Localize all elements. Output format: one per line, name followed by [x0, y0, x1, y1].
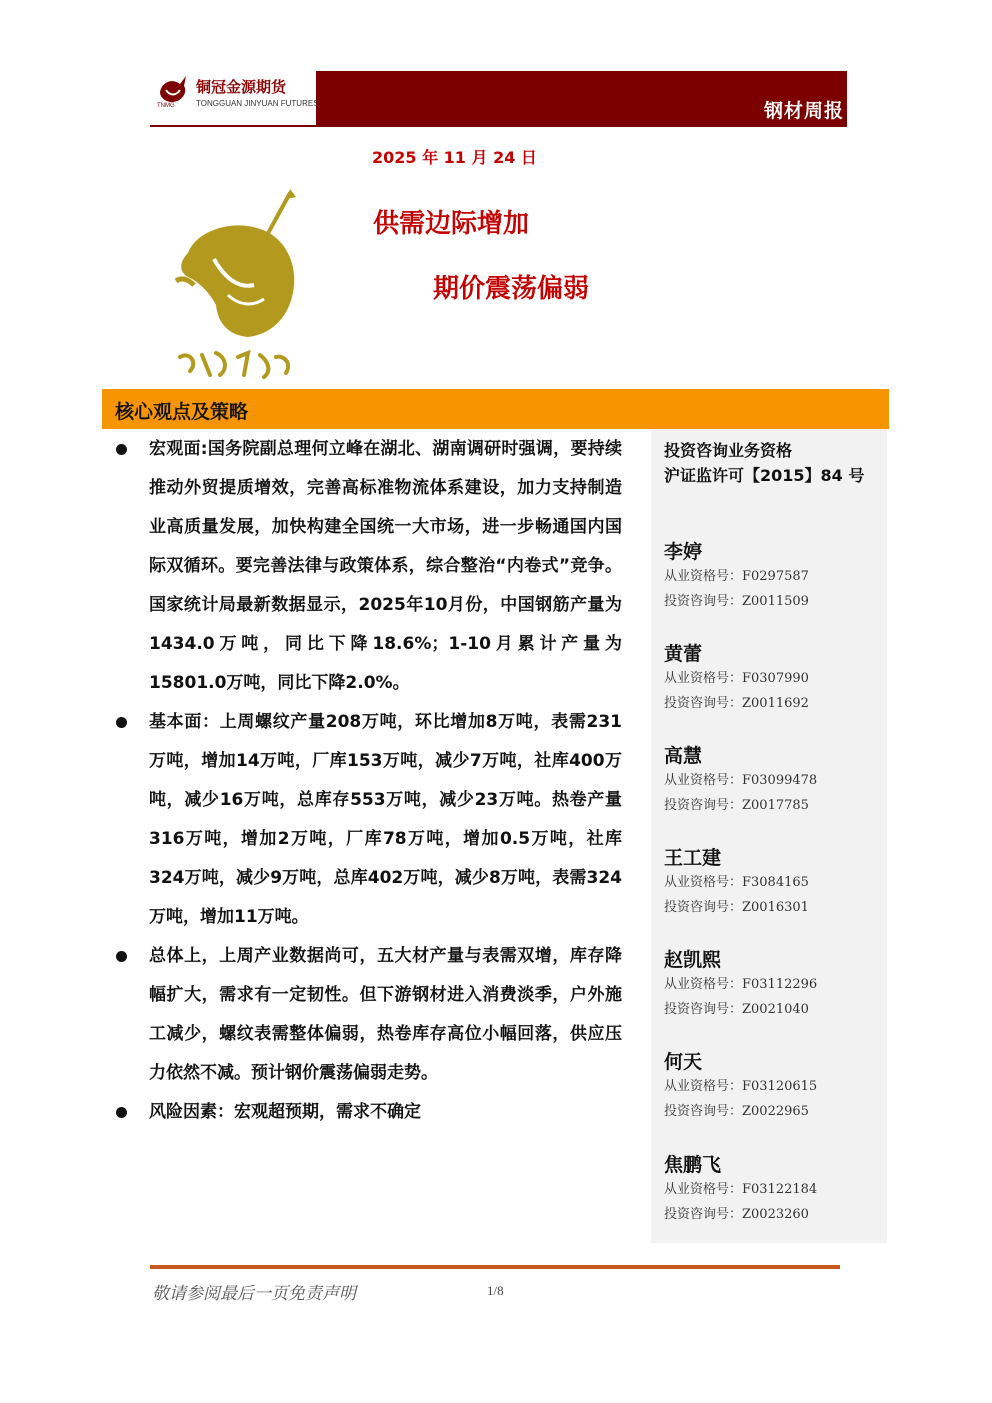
section-title: 核心观点及策略: [115, 401, 249, 423]
analyst-consult: 投资咨询号：Z0011509: [664, 594, 809, 609]
page-number: 1/8: [487, 1283, 504, 1298]
analyst-license: 从业资格号：F03112296: [664, 977, 818, 992]
bullet-dot-icon: [116, 717, 127, 728]
list-item: [114, 703, 622, 937]
analyst-license: 从业资格号：F0307990: [664, 671, 809, 686]
analyst-name: 黄蕾: [664, 643, 703, 665]
analyst-name: 何天: [664, 1051, 703, 1073]
analyst-consult: 投资咨询号：Z0016301: [664, 900, 809, 915]
analyst-name: 焦鹏飞: [664, 1154, 722, 1176]
analyst-license: 从业资格号：F0297587: [664, 569, 809, 584]
bullet-text: 宏观面:国务院副总理何立峰在湖北、湖南调研时强调，要持续推动外贸提质增效，完善高标准物流体系建设，加力支持制造业高质量发展，加快构建全国统一大市场，进一步畅通国内国际双循环。要完善法律与政策体系，综合整治“内卷式”竞争。国家统计局最新数据显示，2025年10月份，中国钢筋产量为1434.0万吨，同比下降18.6%；1-10月累计产量为15801.0万吨，同比下降2.0%。: [149, 439, 622, 693]
report-title-line2: 期价震荡偏弱: [433, 274, 590, 304]
analyst-name: 王工建: [664, 847, 722, 869]
analyst-name: 赵凯熙: [664, 949, 722, 971]
report-date: 2025 年 11 月 24 日: [372, 148, 537, 167]
report-type-label: 钢材周报: [763, 100, 844, 122]
list-item: [114, 1093, 622, 1132]
report-title-line1: 供需边际增加: [373, 209, 530, 239]
analyst-card: [664, 744, 874, 818]
analyst-card: [664, 948, 874, 1022]
analyst-consult: 投资咨询号：Z0023260: [664, 1207, 809, 1222]
analyst-card: [664, 540, 874, 614]
analyst-consult: 投资咨询号：Z0022965: [664, 1104, 809, 1119]
qualification-license: 沪证监许可【2015】84 号: [664, 466, 865, 485]
analyst-license: 从业资格号：F3084165: [664, 875, 809, 890]
tongling-emblem-icon: [168, 185, 313, 385]
analyst-name: 李婷: [664, 541, 703, 563]
analyst-consult: 投资咨询号：Z0011692: [664, 696, 809, 711]
analyst-license: 从业资格号：F03122184: [664, 1182, 818, 1197]
footer-rule: [150, 1265, 840, 1269]
analyst-license: 从业资格号：F03120615: [664, 1079, 818, 1094]
bullet-text: 风险因素：宏观超预期，需求不确定: [149, 1102, 421, 1122]
company-abbr: TNMG: [157, 103, 175, 109]
analyst-card: [664, 846, 874, 920]
analyst-card: [664, 642, 874, 716]
bullet-dot-icon: [116, 444, 127, 455]
bullet-text: 总体上，上周产业数据尚可，五大材产量与表需双增，库存降幅扩大，需求有一定韧性。但下游钢材进入消费淡季，户外施工减少，螺纹表需整体偏弱，热卷库存高位小幅回落，供应压力依然不减。预计钢价震荡偏弱走势。: [149, 946, 622, 1083]
header-rule: [150, 125, 847, 127]
analyst-consult: 投资咨询号：Z0017785: [664, 798, 809, 813]
analyst-license: 从业资格号：F03099478: [664, 773, 818, 788]
qualification-title: 投资咨询业务资格: [664, 441, 793, 460]
list-item: [114, 937, 622, 1093]
list-item: [114, 430, 622, 703]
analyst-card: [664, 1153, 874, 1227]
footer-disclaimer: 敬请参阅最后一页免责声明: [152, 1284, 356, 1304]
bullet-dot-icon: [116, 951, 127, 962]
analyst-card: [664, 1050, 874, 1124]
analyst-name: 高慧: [664, 745, 703, 767]
bullet-dot-icon: [116, 1107, 127, 1118]
company-name-cn: 铜冠金源期货: [196, 78, 287, 96]
company-name-en: TONGGUAN JINYUAN FUTURES: [196, 99, 319, 108]
key-points-list: [114, 430, 622, 1132]
analyst-consult: 投资咨询号：Z0021040: [664, 1002, 809, 1017]
bullet-text: 基本面：上周螺纹产量208万吨，环比增加8万吨，表需231万吨，增加14万吨，厂库153万吨，减少7万吨，社库400万吨，减少16万吨，总库存553万吨，减少23万吨。热卷产量316万吨，增加2万吨，厂库78万吨，增加0.5万吨，社库324万吨，减少9万吨，总库402万吨，减少8万吨，表需324万吨，增加11万吨。: [149, 712, 622, 927]
